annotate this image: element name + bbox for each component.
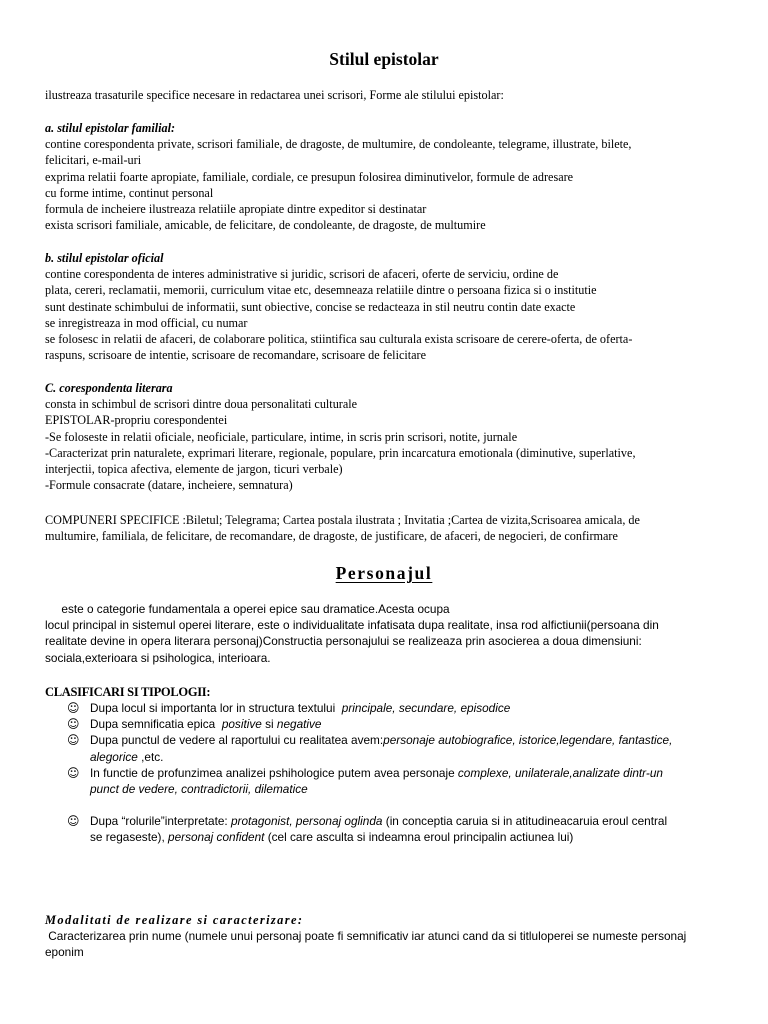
item-italic: punct de vedere, contradictorii, dilematice [90,782,308,797]
section-c-line: -Formule consacrate (datare, incheiere, semnatura) [45,478,293,493]
section-a-line: felicitari, e-mail-uri [45,153,142,168]
section-b-heading: b. stilul epistolar oficial [45,251,164,265]
section-b-line: plata, cereri, reclamatii, memorii, curriculum vitae etc, desemneaza relatiile dintre o persoana fizica si o institutie [45,283,597,298]
section-c-line: consta in schimbul de scrisori dintre doua personalitati culturale [45,397,358,412]
modalitati-line: Caracterizarea prin nume (numele unui personaj poate fi semnificativ iar atunci cand da si titluloperei se numeste personaj [45,929,687,943]
section-c-line: interjectii, topica afectiva, elemente de jargon, ticuri verbale) [45,462,343,477]
modalitati-section [45,912,725,960]
personaj-intro-line: locul principal in sistemul operei literare, este o individualitate infatisata dupa realitate, insa rod alfictiunii(persoana din [45,618,659,633]
section-title-personajul: Personajul [335,563,433,583]
modalitati-heading: Modalitati de realizare si caracterizare: [45,913,304,927]
compuneri-line: multumire, familiala, de felicitare, de recomandare, de dragoste, de justificare, de afaceri, de negocieri, de confirmare [45,529,618,544]
intro-text: ilustreaza trasaturile specifice necesare in redactarea unei scrisori, Forme ale stilului epistolar: [45,88,504,102]
compuneri-specifice [45,512,725,544]
item-italic: negative [276,717,322,732]
smiley-bullet-icon: ☺ [67,814,80,829]
section-a-line: cu forme intime, continut personal [45,185,214,200]
page-title: Stilul epistolar [329,49,439,69]
item-text: Dupa “rolurile”interpretate: [90,814,231,829]
item-text: si [261,717,277,732]
smiley-bullet-icon: ☺ [67,765,80,780]
section-c-heading: C. corespondenta literara [45,381,173,395]
section-a-line: formula de incheiere ilustreaza relatiile apropiate dintre expeditor si destinatar [45,202,427,217]
item-italic: positive [221,717,262,732]
item-text: se regaseste), [90,830,169,845]
section-c-line: -Se foloseste in relatii oficiale, neoficiale, particulare, intime, in scris prin scrisori, notite, jurnale [45,429,518,444]
section-b-line: sunt destinate schimbului de informatii, sunt obiective, concise se redacteaza in stil neutru contin date exacte [45,299,576,314]
clasificari-heading: CLASIFICARI SI TIPOLOGII: [45,685,211,699]
item-text: Dupa semnificatia epica [90,717,222,732]
section-c-line: EPISTOLAR-propriu corespondentei [45,413,228,428]
clasificari-list [45,700,725,846]
section-a [45,120,725,233]
item-text: (cel care asculta si indeamna eroul principalin actiunea lui) [264,830,574,845]
list-item [45,813,725,845]
section-b-line: contine corespondenta de interes administrative si juridic, scrisori de afaceri, oferte de serviciu, ordine de [45,267,559,282]
section-b-line: se folosesc in relatii de afaceri, de colaborare politica, stiintifica sau culturala exista scrisoare de cerere-oferta, de oferta- [45,332,633,347]
list-item [45,732,725,764]
smiley-bullet-icon: ☺ [67,717,80,732]
intro-paragraph [45,87,725,103]
smiley-bullet-icon: ☺ [67,701,80,715]
section-b-line: raspuns, scrisoare de intentie, scrisoare de recomandare, scrisoare de felicitare [45,348,427,363]
item-text: Dupa locul si importanta lor in structura textului [90,701,342,715]
list-item [45,765,725,797]
list-item [45,700,725,716]
item-italic: protagonist, personaj oglinda [230,814,383,829]
item-italic: complexe, unilaterale,analizate dintr-un [457,765,663,780]
item-italic: personaje autobiografice, istorice,legendare, fantastice, [383,733,673,748]
section-b [45,250,725,363]
section-a-line: exprima relatii foarte apropiate, familiale, cordiale, ce presupun folosirea diminutivelor, formule de adresare [45,169,574,184]
smiley-bullet-icon: ☺ [67,733,80,748]
item-italic: alegorice [90,749,138,764]
modalitati-line: eponim [45,945,84,960]
item-text: Dupa punctul de vedere al raportului cu realitatea avem: [90,733,384,748]
item-italic: principale, secundare, episodice [341,701,511,715]
item-text: ,etc. [137,749,164,764]
list-item [45,716,725,732]
section-a-line: contine corespondenta private, scrisori familiale, de dragoste, de multumire, de condoleante, telegrame, illustrate, bilete, [45,137,632,152]
compuneri-line: COMPUNERI SPECIFICE :Biletul; Telegrama; Cartea postala ilustrata ; Invitatia ;Cartea de vizita,Scrisoarea amicala, de [45,513,640,527]
section-a-line: exista scrisori familiale, amicable, de felicitare, de condoleante, de dragoste, de multumire [45,218,486,233]
personaj-intro-line: realitate devine in opera literara personaj)Constructia personajului se realizeaza prin asocierea a doua dimensiuni: [45,634,642,649]
item-text: In functie de profunzimea analizei pshihologice putem avea personaje [90,765,458,780]
section-a-heading: a. stilul epistolar familial: [45,121,176,135]
personaj-intro-line: este o categorie fundamentala a operei epice sau dramatice.Acesta ocupa [45,602,450,616]
item-italic: personaj confident [168,830,265,845]
section-b-line: se inregistreaza in mod official, cu numar [45,315,248,330]
personaj-intro [45,601,725,666]
clasificari-section [45,684,725,846]
section-c [45,380,725,493]
personaj-intro-line: sociala,exterioara si psihologica, interioara. [45,650,271,665]
section-c-line: -Caracterizat prin naturalete, exprimari literare, regionale, populare, prin incarcatura emotionala (diminutive, superlative, [45,445,636,460]
item-text: (in conceptia caruia si in atitudineacaruia eroul central [382,814,668,829]
